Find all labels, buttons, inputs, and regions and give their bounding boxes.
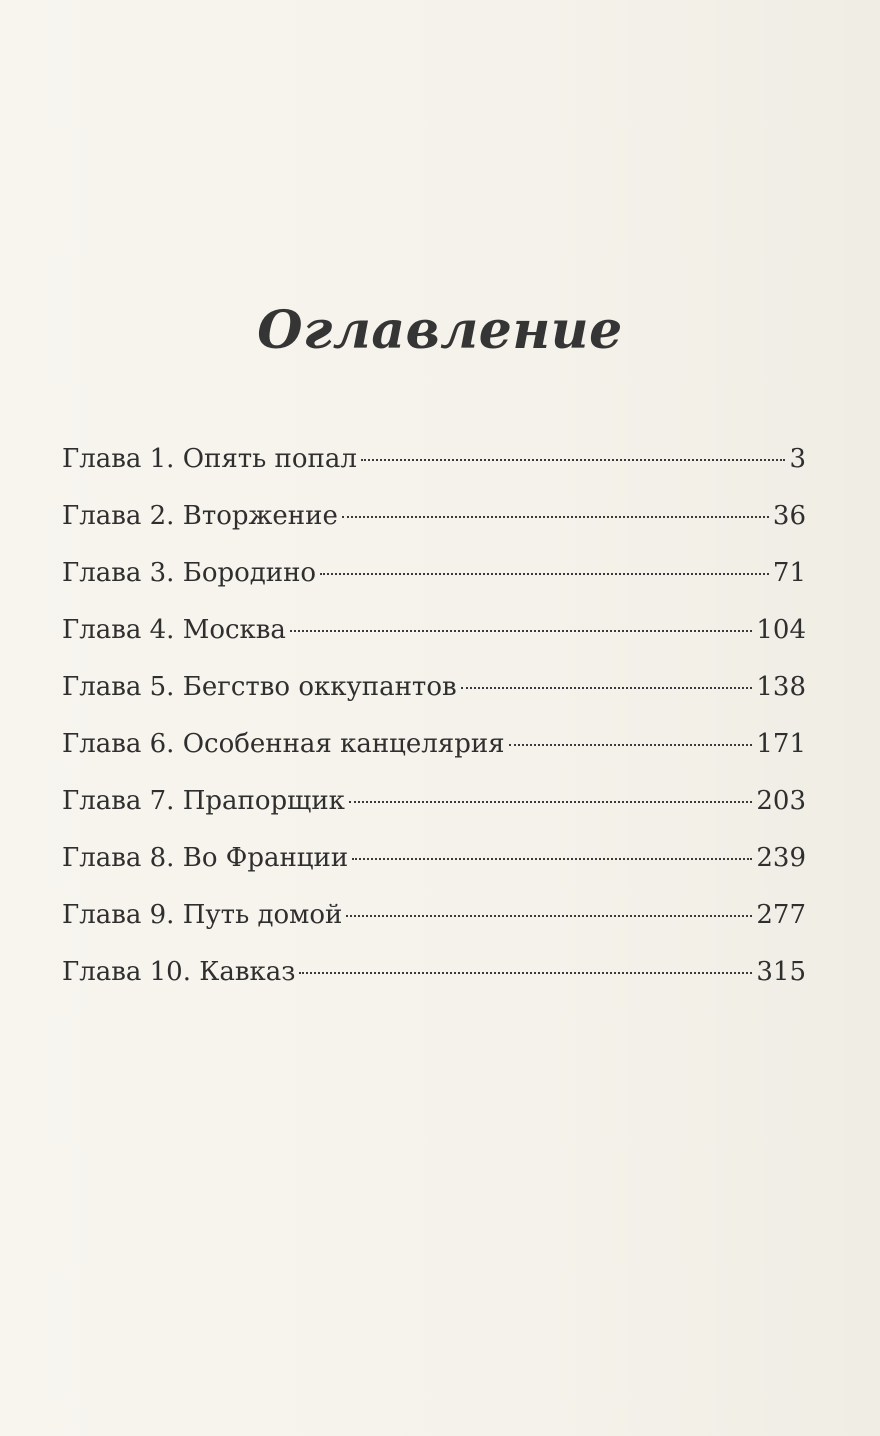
page-number: 71 — [772, 558, 806, 588]
chapter-title: Глава 7. Прапорщик — [62, 786, 345, 816]
chapter-title: Глава 9. Путь домой — [62, 900, 343, 930]
dot-leader — [461, 687, 753, 689]
chapter-title: Глава 8. Во Франции — [62, 843, 349, 873]
toc-entry — [62, 666, 806, 723]
toc-entry — [62, 609, 806, 666]
chapter-title: Глава 4. Москва — [62, 615, 286, 645]
chapter-title: Глава 2. Вторжение — [62, 501, 338, 531]
table-of-contents — [62, 438, 806, 1008]
chapter-title: Глава 5. Бегство оккупантов — [62, 672, 457, 702]
toc-entry — [62, 837, 806, 894]
dot-leader — [346, 915, 752, 917]
chapter-title: Глава 3. Бородино — [62, 558, 317, 588]
page-number: 3 — [789, 444, 806, 474]
toc-entry — [62, 894, 806, 951]
toc-entry — [62, 780, 806, 837]
page-number: 36 — [772, 501, 806, 531]
dot-leader — [320, 573, 769, 575]
dot-leader — [299, 972, 752, 974]
chapter-title: Глава 6. Особенная канцелярия — [62, 729, 505, 759]
dot-leader — [361, 459, 786, 461]
toc-entry — [62, 438, 806, 495]
toc-entry — [62, 951, 806, 1008]
chapter-title: Глава 10. Кавказ — [62, 957, 296, 987]
dot-leader — [509, 744, 753, 746]
dot-leader — [352, 858, 752, 860]
page-number: 277 — [756, 900, 806, 930]
page-number: 315 — [756, 957, 806, 987]
page-number: 203 — [756, 786, 806, 816]
page-number: 104 — [756, 615, 806, 645]
page-title: Оглавление — [257, 300, 623, 361]
chapter-title: Глава 1. Опять попал — [62, 444, 357, 474]
toc-entry — [62, 723, 806, 780]
toc-entry — [62, 495, 806, 552]
toc-entry — [62, 552, 806, 609]
page-number: 239 — [756, 843, 806, 873]
dot-leader — [342, 516, 769, 518]
page-number: 138 — [756, 672, 806, 702]
dot-leader — [349, 801, 752, 803]
page-number: 171 — [756, 729, 806, 759]
dot-leader — [290, 630, 752, 632]
